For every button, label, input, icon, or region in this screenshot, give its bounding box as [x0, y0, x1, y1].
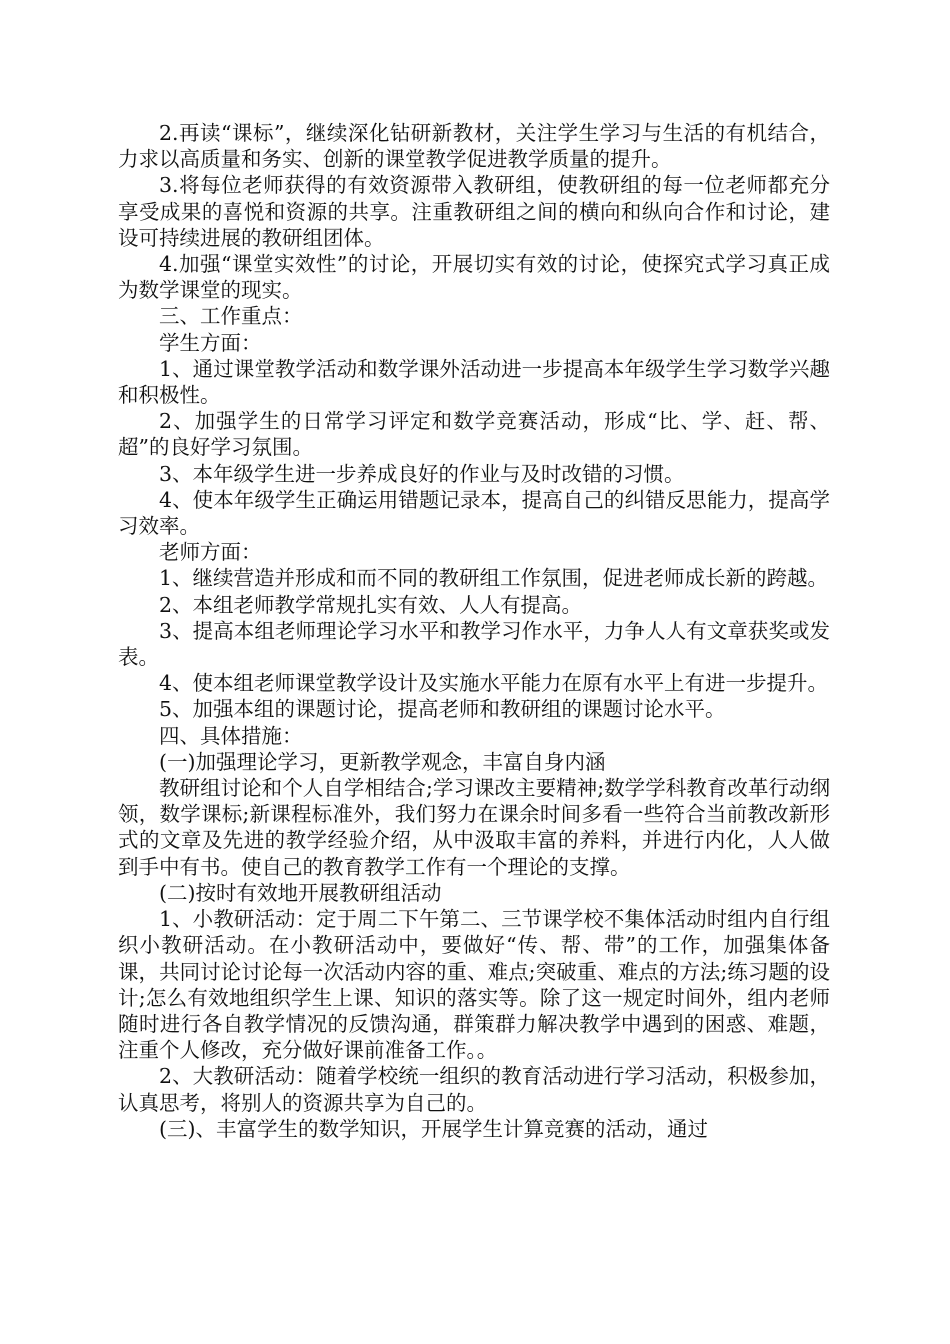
paragraph: 2、加强学生的日常学习评定和数学竞赛活动，形成“比、学、赶、帮、超”的良好学习氛围。: [118, 409, 830, 460]
paragraph: 4.加强“课堂实效性”的讨论，开展切实有效的讨论，使探究式学习真正成为数学课堂的现实。: [118, 252, 830, 303]
paragraph: 教研组讨论和个人自学相结合;学习课改主要精神;数学学科教育改革行动纲领，数学课标;新课程标准外，我们努力在课余时间多看一些符合当前教改新形式的文章及先进的教学经验介绍，从中汲取丰富的养料，并进行内化，人人做到手中有书。使自己的教育教学工作有一个理论的支撑。: [118, 776, 830, 879]
paragraph: (三)、丰富学生的数学知识，开展学生计算竞赛的活动，通过: [159, 1116, 708, 1141]
paragraph: 3、提高本组老师理论学习水平和教学习作水平，力争人人有文章获奖或发表。: [118, 618, 830, 670]
section-heading: 三、工作重点：: [159, 304, 303, 329]
subsection-heading: (二)按时有效地开展教研组活动: [159, 880, 442, 905]
paragraph: 3.将每位老师获得的有效资源带入教研组，使教研组的每一位老师都充分享受成果的喜悦和资源的共享。注重教研组之间的横向和纵向合作和讨论，建设可持续进展的教研组团体。: [118, 173, 830, 250]
paragraph: 4、使本年级学生正确运用错题记录本，提高自己的纠错反思能力，提高学习效率。: [118, 487, 830, 539]
paragraph: 1、继续营造并形成和而不同的教研组工作氛围，促进老师成长新的跨越。: [159, 566, 829, 591]
document-body: [118, 120, 830, 1142]
paragraph: 3、本年级学生进一步养成良好的作业与及时改错的习惯。: [159, 461, 685, 486]
paragraph: 1、小教研活动：定于周二下午第二、三节课学校不集体活动时组内自行组织小教研活动。在小教研活动中，要做好“传、帮、带”的工作，加强集体备课，共同讨论讨论每一次活动内容的重、难点;突破重、难点的方法;练习题的设计;怎么有效地组织学生上课、知识的落实等。除了这一规定时间外，组内老师随时进行各自教学情况的反馈沟通，群策群力解决教学中遇到的困惑、难题，注重个人修改，充分做好课前准备工作。。: [118, 907, 830, 1063]
paragraph: 2.再读“课标”，继续深化钻研新教材，关注学生学习与生活的有机结合，力求以高质量和务实、创新的课堂教学促进教学质量的提升。: [118, 121, 830, 172]
subsection-heading: (一)加强理论学习，更新教学观念，丰富自身内涵: [159, 749, 606, 774]
subsection-heading: 老师方面：: [159, 540, 262, 565]
paragraph: 5、加强本组的课题讨论，提高老师和教研组的课题讨论水平。: [159, 697, 726, 722]
paragraph: 2、大教研活动：随着学校统一组织的教育活动进行学习活动，积极参加，认真思考，将别人的资源共享为自己的。: [118, 1064, 830, 1115]
paragraph: 2、本组老师教学常规扎实有效、人人有提高。: [159, 592, 583, 617]
paragraph: 4、使本组老师课堂教学设计及实施水平能力在原有水平上有进一步提升。: [159, 671, 829, 696]
subsection-heading: 学生方面：: [159, 330, 262, 355]
paragraph: 1、通过课堂教学活动和数学课外活动进一步提高本年级学生学习数学兴趣和积极性。: [118, 356, 830, 408]
section-heading: 四、具体措施：: [159, 723, 303, 748]
